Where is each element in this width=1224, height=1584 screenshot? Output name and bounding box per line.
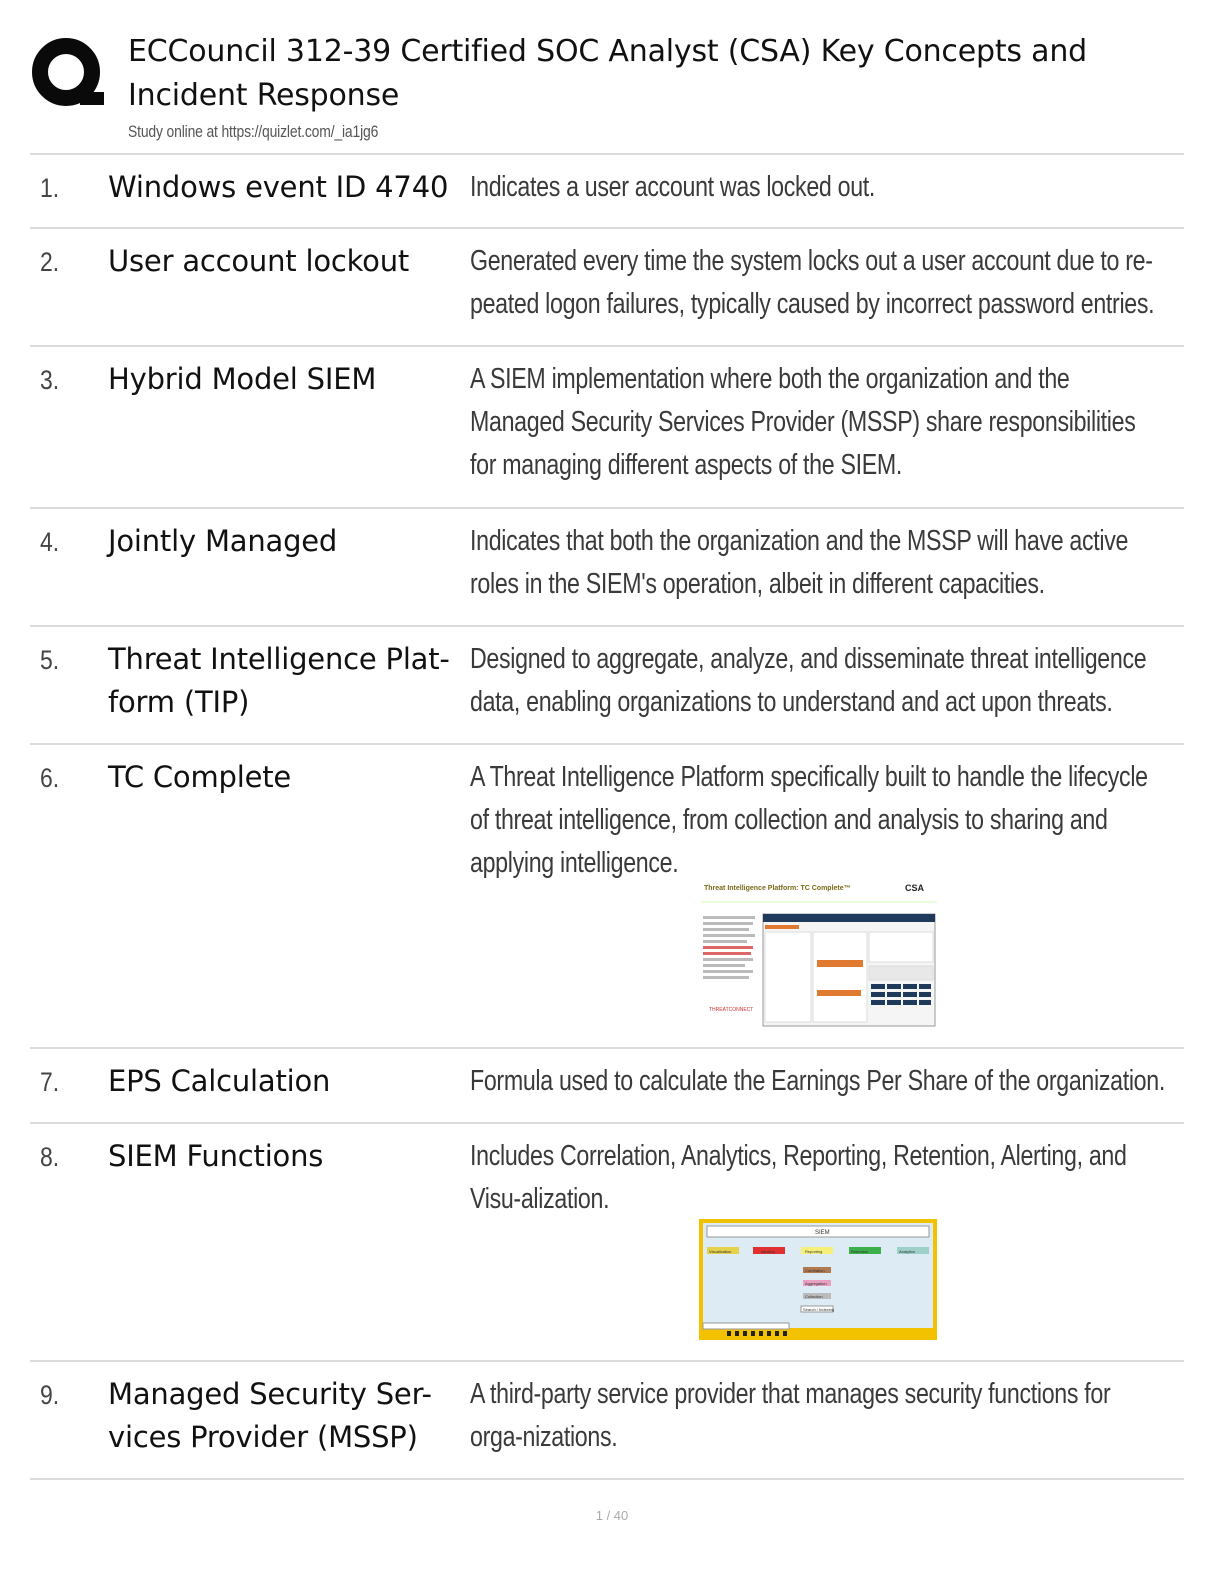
page-title: ECCouncil 312-39 Certified SOC Analyst (CSA) Key Concepts and Incident Response [128, 34, 1087, 113]
card-term: EPS Calculation [108, 1064, 331, 1098]
siem-center-label: Collection [805, 1294, 823, 1299]
card-term: Threat Intelligence Plat-form (TIP) [108, 642, 450, 719]
card-term: TC Complete [108, 760, 292, 794]
divider [30, 1478, 1184, 1480]
divider [30, 1047, 1184, 1049]
divider [30, 1122, 1184, 1124]
card-number: 9. [40, 1380, 60, 1410]
tc-dashboard-screenshot [763, 914, 935, 1026]
siem-box-label: Reporting [805, 1249, 823, 1254]
card-definition: A Threat Intelligence Platform specifically built to handle the lifecycle of threat intelligence, from collection and analysis to sharing and applying intelligence. [470, 761, 1148, 879]
siem-top-label: SIEM [815, 1230, 830, 1236]
page-number: 1 / 40 [595, 1508, 629, 1523]
card-definition: Formula used to calculate the Earnings Per Share of the organization. [470, 1065, 1165, 1097]
divider [30, 743, 1184, 745]
threatconnect-brand: THREATCONNECT [709, 1007, 754, 1013]
card-number: 6. [40, 763, 60, 793]
siem-box-label: Visualization [709, 1249, 732, 1254]
quizlet-logo-icon [30, 36, 106, 112]
card-definition: Designed to aggregate, analyze, and disseminate threat intelligence data, enabling organizations to understand and act upon threats. [470, 643, 1147, 718]
card-definition: Indicates that both the organization and the MSSP will have active roles in the SIEM's operation, albeit in different capacities. [470, 525, 1129, 600]
card-term: User account lockout [108, 244, 410, 278]
siem-box-label: Analytics [899, 1249, 916, 1254]
divider [30, 345, 1184, 347]
tc-image-heading: Threat Intelligence Platform: TC Complete™ [704, 885, 851, 892]
divider [30, 625, 1184, 627]
tc-complete-screenshot [701, 880, 937, 1028]
siem-center-label: Correlation [805, 1268, 825, 1273]
divider [30, 153, 1184, 155]
card-term: Jointly Managed [108, 524, 338, 558]
siem-box-label: Alerting [761, 1249, 775, 1254]
card-number: 5. [40, 645, 60, 675]
siem-center-label: Aggregation [805, 1281, 827, 1286]
card-term: SIEM Functions [108, 1139, 324, 1173]
card-term: Hybrid Model SIEM [108, 362, 377, 396]
card-definition: A SIEM implementation where both the organization and the Managed Security Services Provider (MSSP) share responsibilities for managing different aspects of the SIEM. [470, 363, 1136, 481]
card-number: 4. [40, 527, 60, 557]
siem-functions-image [699, 1219, 937, 1340]
siem-functions-diagram [699, 1219, 937, 1340]
card-number: 1. [40, 173, 60, 203]
siem-center-label: Search / Indexing [803, 1307, 835, 1312]
divider [30, 507, 1184, 509]
study-online-link[interactable]: Study online at https://quizlet.com/_ia1jg6 [128, 122, 379, 141]
card-term: Managed Security Ser-vices Provider (MSSP) [108, 1377, 432, 1454]
tc-complete-image [701, 880, 937, 1028]
tc-image-badge: CSA [905, 883, 925, 893]
siem-box-label: Retention [851, 1249, 869, 1254]
divider [30, 227, 1184, 229]
card-definition: Indicates a user account was locked out. [470, 171, 876, 203]
card-term: Windows event ID 4740 [108, 170, 449, 204]
card-definition: Includes Correlation, Analytics, Reporting, Retention, Alerting, and Visu-alization. [470, 1140, 1127, 1215]
card-definition: Generated every time the system locks out a user account due to re-peated logon failures, typically caused by incorrect password entries. [470, 245, 1155, 320]
page-header [30, 30, 1200, 152]
card-number: 8. [40, 1142, 60, 1172]
card-definition: A third-party service provider that manages security functions for orga-nizations. [470, 1378, 1111, 1453]
divider [30, 1360, 1184, 1362]
card-number: 2. [40, 247, 60, 277]
card-number: 3. [40, 365, 60, 395]
card-number: 7. [40, 1067, 60, 1097]
